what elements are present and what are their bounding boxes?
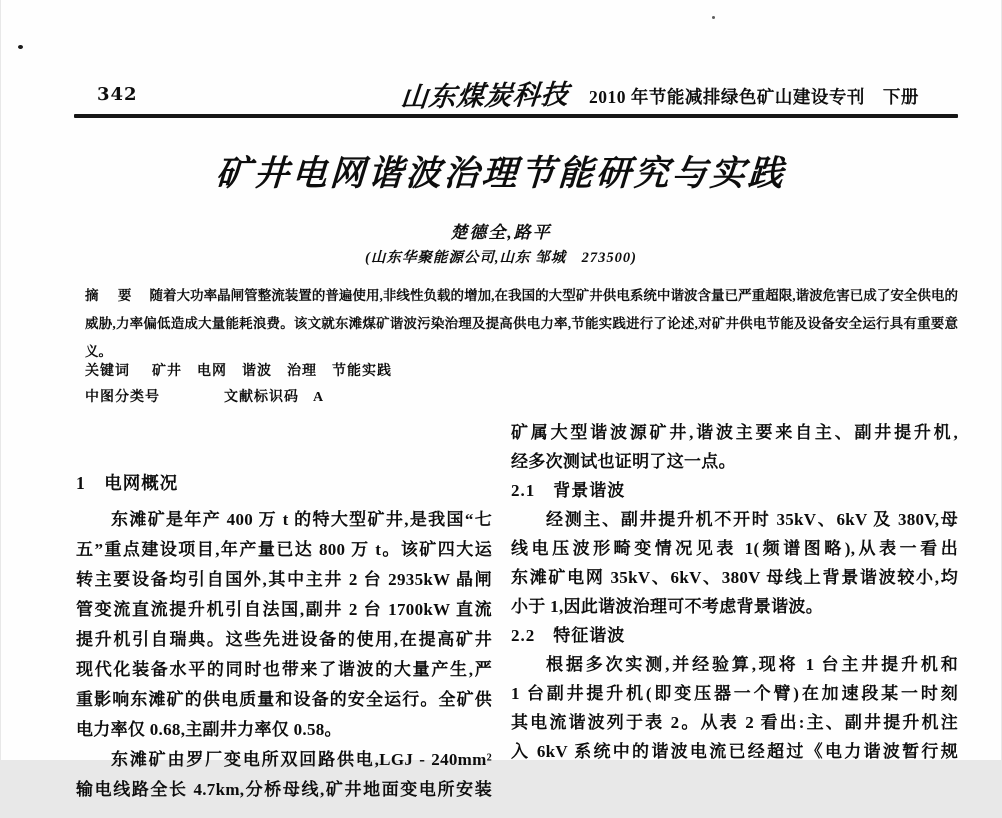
keywords-line [85,360,392,380]
text-line: 东滩矿电网 35kV、6kV、380V 母线上背景谐波较小,均 [511,568,958,587]
journal-name-calligraphy: 山东煤炭科技 [399,79,571,113]
article-title: 矿井电网谐波治理节能研究与实践 [214,154,787,193]
authors: 楚德全,路平 [450,223,552,242]
right-column [511,418,958,818]
abstract-label: 摘 要 [85,288,140,303]
text-line: 提升机引自瑞典。这些先进设备的使用,在提高矿井 [76,630,492,649]
header-rule [74,114,958,118]
text-line: 五”重点建设项目,年产量已达 800 万 t。该矿四大运 [76,540,492,559]
section-heading: 1 电网概况 [76,473,179,493]
text-line: 东滩矿是年产 400 万 t 的特大型矿井,是我国“七 [111,510,492,529]
abstract [85,282,958,366]
clc-label: 中图分类号 [85,390,160,405]
text-line: 入 6kV 系统中的谐波电流已经超过《电力谐波暂行规 [511,742,958,761]
doc-code-label: 文献标识码 [224,390,299,405]
text-line: 其电流谐波列于表 2。从表 2 看出:主、副井提升机注 [511,713,958,732]
left-column [76,418,492,818]
doc-code: A [313,390,325,405]
text-line: 经测主、副井提升机不开时 35kV、6kV 及 380V,母 [546,510,958,529]
text-line: 电力率仅 0.68,主副井力率仅 0.58。 [76,720,342,739]
section-heading: 2.2 特征谐波 [511,626,626,645]
affiliation: (山东华聚能源公司,山东 邹城 273500) [365,250,637,266]
text-line: 根据多次实测,并经验算,现将 1 台主井提升机和 [546,655,958,674]
text-line: 线电压波形畸变情况见表 1(频谱图略),从表一看出 [511,539,958,558]
text-line: 小于 1,因此谐波治理可不考虑背景谐波。 [511,597,823,616]
text-line: 经多次测试也证明了这一点。 [511,452,736,471]
text-line: 管变流直流提升机引自法国,副井 2 台 1700kW 直流 [76,600,492,619]
text-line: 矿属大型谐波源矿井,谐波主要来自主、副井提升机, [511,423,958,442]
abstract-text: 随着大功率晶闸管整流装置的普遍使用,非线性负载的增加,在我国的大型矿井供电系统中谐波含量已严重超限,谐波危害已成了安全供电的威胁,力率偏低造成大量能耗浪费。该文就东滩煤矿谐波污染治理及提高供电力率,节能实践进行了论述,对矿井供电节能及设备安全运行具有重要意义。 [85,288,958,359]
section-heading: 2.1 背景谐波 [511,481,626,500]
text-line: 现代化装备水平的同时也带来了谐波的大量产生,严 [76,660,492,679]
scan-speck [18,45,23,49]
text-line: 东滩矿由罗厂变电所双回路供电,LGJ - 240mm² [111,750,492,769]
classification-line [85,386,324,406]
text-line: 重影响东滩矿的供电质量和设备的安全运行。全矿供 [76,690,492,709]
scanned-paper-page [1,0,1001,799]
keywords-label: 关键词 [85,364,130,379]
keywords-terms: 矿井 电网 谐波 治理 节能实践 [152,364,392,379]
text-line: 1 台副井提升机(即变压器一个臂)在加速段某一时刻 [511,684,958,703]
text-line: 输电线路全长 4.7km,分桥母线,矿井地面变电所安装 [76,780,492,799]
text-line: 转主要设备均引自国外,其中主井 2 台 2935kW 晶闸 [76,570,492,589]
issue-title: 2010 年节能减排绿色矿山建设专刊 下册 [589,87,919,107]
body-columns [76,418,958,799]
page-number: 342 [97,84,138,105]
scan-speck [712,16,715,19]
